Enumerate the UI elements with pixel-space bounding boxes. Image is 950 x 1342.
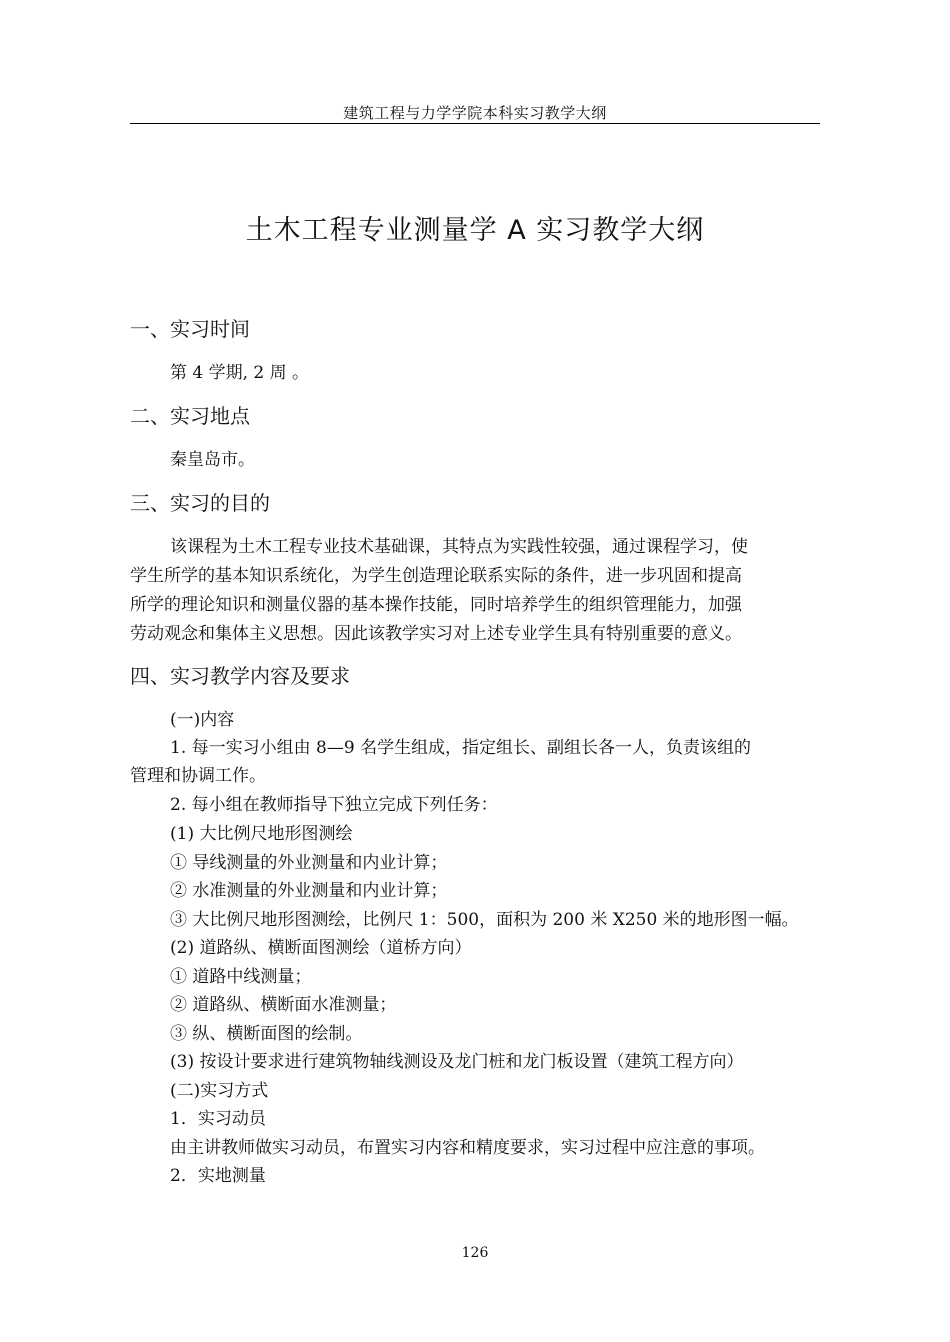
content-line: (一)内容	[170, 710, 235, 730]
paragraph-line: 学生所学的基本知识系统化，为学生创造理论联系实际的条件，进一步巩固和提高	[130, 566, 742, 586]
paragraph-line: 该课程为土木工程专业技术基础课，其特点为实践性较强，通过课程学习，使	[170, 537, 748, 557]
content-line: 2．实地测量	[170, 1166, 266, 1186]
content-line: (1) 大比例尺地形图测绘	[170, 824, 353, 844]
section-text-time: 第 4 学期, 2 周 。	[170, 363, 310, 383]
content-line: 管理和协调工作。	[130, 766, 266, 786]
content-line: ① 导线测量的外业测量和内业计算；	[170, 853, 448, 873]
section-heading-purpose: 三、实习的目的	[130, 491, 270, 515]
section-heading-time: 一、实习时间	[130, 317, 250, 341]
content-line: (2) 道路纵、横断面图测绘（道桥方向）	[170, 938, 472, 958]
content-line: 1．实习动员	[170, 1109, 266, 1129]
paragraph-line: 所学的理论知识和测量仪器的基本操作技能，同时培养学生的组织管理能力，加强	[130, 595, 742, 615]
content-line: ② 道路纵、横断面水准测量；	[170, 995, 397, 1015]
paragraph-line: 劳动观念和集体主义思想。因此该教学实习对上述专业学生具有特别重要的意义。	[130, 624, 742, 644]
page-number: 126	[461, 1245, 489, 1261]
content-line: (3) 按设计要求进行建筑物轴线测设及龙门桩和龙门板设置（建筑工程方向）	[170, 1052, 744, 1072]
content-line: ③ 纵、横断面图的绘制。	[170, 1024, 363, 1044]
content-line: ① 道路中线测量；	[170, 967, 312, 987]
document-title: 土木工程专业测量学 A 实习教学大纲	[245, 215, 705, 246]
content-line: 2. 每小组在教师指导下独立完成下列任务：	[170, 795, 498, 815]
running-header: 建筑工程与力学学院本科实习教学大纲	[343, 104, 607, 122]
content-line: (二)实习方式	[170, 1081, 269, 1101]
content-line: ② 水准测量的外业测量和内业计算；	[170, 881, 448, 901]
content-line: 由主讲教师做实习动员，布置实习内容和精度要求，实习过程中应注意的事项。	[170, 1138, 765, 1158]
section-heading-content: 四、实习教学内容及要求	[130, 664, 350, 688]
header-rule	[130, 123, 820, 124]
content-line: 1. 每一实习小组由 8—9 名学生组成，指定组长、副组长各一人，负责该组的	[170, 738, 752, 758]
section-text-location: 秦皇岛市。	[170, 450, 255, 470]
content-line: ③ 大比例尺地形图测绘，比例尺 1：500，面积为 200 米 X250 米的地形图一幅。	[170, 910, 799, 930]
section-heading-location: 二、实习地点	[130, 404, 250, 428]
